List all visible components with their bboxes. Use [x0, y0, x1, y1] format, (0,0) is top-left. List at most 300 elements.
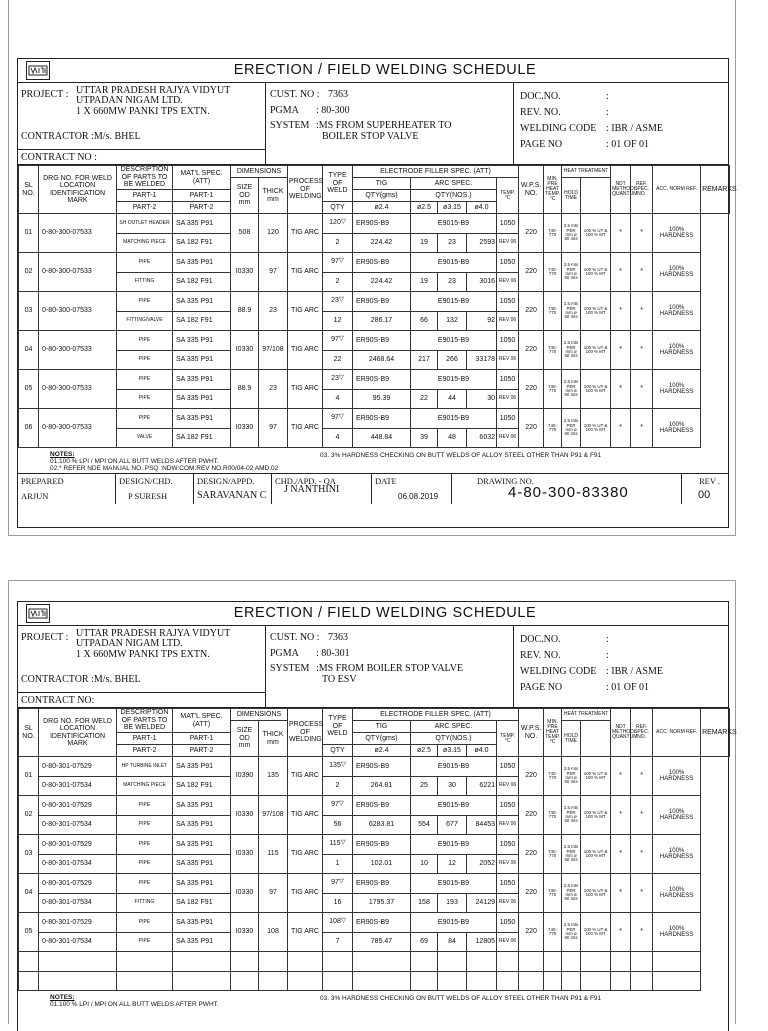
chd-apd: J NANTHINI [284, 484, 340, 495]
desc-part2: VALVE [136, 434, 153, 441]
welding-schedule-table [18, 165, 737, 448]
empty-cell [544, 952, 562, 972]
drg-no: 0-80-301-07529 [42, 918, 92, 926]
sl-no: 01 [24, 772, 33, 780]
qty-cell [323, 311, 353, 331]
welding-code: : IBR / ASME [606, 666, 663, 677]
qty-cell [323, 272, 353, 292]
title-bar [18, 59, 728, 83]
tig-qty: 2468.64 [368, 356, 395, 364]
pgma-value: : 80-300 [316, 105, 350, 116]
cell-text: MIN. PRE HEAT TEMP. [545, 719, 560, 740]
cell-text: PART-1 [132, 191, 157, 199]
heat-temp-cell [519, 253, 544, 292]
process: TIG ARC [290, 346, 319, 354]
arc-qty-25: 39 [420, 434, 428, 442]
prepared-cell [18, 474, 116, 504]
arc-spec: E9015-B9 [437, 336, 470, 344]
wps-no: 1050 [499, 918, 516, 926]
prepared-label: PREPARED [21, 476, 64, 486]
tig-spec: ER90S-B9 [356, 879, 390, 887]
size-od: I0330 [235, 850, 254, 858]
col-heat-treatment [562, 166, 611, 178]
qty-cell [323, 932, 353, 952]
matl-part1-cell [173, 874, 231, 894]
cell-text: W.P.S. NO. [520, 182, 542, 197]
wps-rev-cell [497, 815, 519, 835]
col-dia-25 [411, 202, 438, 214]
matl-part1: SA 335 P91 [176, 840, 213, 848]
desc-part2-cell [117, 776, 173, 796]
thick-cell [259, 913, 288, 952]
qty-cell [323, 350, 353, 370]
qty-cell [323, 893, 353, 913]
col-wps [519, 166, 544, 214]
process: TIG ARC [290, 229, 319, 237]
doc-no-label: DOC.NO. [520, 634, 561, 645]
arc-spec-cell [411, 835, 497, 855]
project-label: PROJECT : [21, 89, 69, 100]
cell-text: HEAT TREATMENT [563, 711, 609, 717]
empty-cell [411, 952, 438, 972]
wps-rev-cell [497, 311, 519, 331]
rev-cell [682, 474, 728, 504]
matl-part1: SA 335 P91 [176, 879, 213, 887]
cell-text: PART-1 [189, 191, 214, 199]
tig-spec-cell [353, 835, 411, 855]
treat-temp-cell [544, 331, 562, 370]
col-qty-nos [411, 190, 497, 202]
acc-norm-cell [631, 874, 653, 913]
ndt-quantum: 100 % UT & 100 % MT [583, 266, 608, 276]
pre-heat-temp: 220 [525, 850, 537, 858]
col-part2 [117, 202, 173, 214]
col-desc [117, 709, 173, 733]
qty-cell [323, 428, 353, 448]
sl-cell [19, 253, 39, 292]
treat-temp: 740-770 [548, 809, 557, 819]
matl-part1: SA 335 P91 [176, 414, 213, 422]
remarks-cell [653, 331, 701, 370]
arc-25-cell [411, 350, 438, 370]
date-label: DATE [375, 476, 397, 486]
heat-temp-cell [519, 835, 544, 874]
weld-qty: 4 [335, 434, 340, 442]
size-od: I0330 [235, 346, 254, 354]
ref-spec: * [619, 850, 622, 858]
heat-temp-cell [519, 370, 544, 409]
cell-text: PART-2 [132, 203, 157, 211]
arc-25-cell [411, 272, 438, 292]
desc-part2: PIPE [138, 821, 151, 828]
wps-cell [497, 913, 519, 933]
remarks-cell [653, 253, 701, 292]
drawing-frame [17, 58, 737, 528]
ref-spec: * [619, 424, 622, 432]
process: TIG ARC [290, 772, 319, 780]
process-cell [288, 331, 323, 370]
arc-qty-315: 48 [448, 434, 456, 442]
treat-temp: 740-770 [548, 266, 557, 276]
wps-rev: REV 06 [498, 278, 517, 285]
thick: 97 [269, 268, 277, 276]
wps-no: 1050 [499, 258, 516, 266]
desc-part1: PIPE [138, 336, 151, 343]
sl-cell [19, 796, 39, 835]
ndt-quantum: 100 % UT & 100 % MT [583, 305, 608, 315]
desc-part2: FITTING [134, 899, 155, 906]
desc-part1-cell [117, 370, 173, 390]
tig-qty-cell [353, 311, 411, 331]
weld-type: 135 [329, 762, 341, 770]
matl-part2-cell [173, 389, 231, 409]
desc-part1-cell [117, 835, 173, 855]
matl-part2: SA 335 P91 [176, 938, 213, 946]
type-cell [323, 913, 353, 933]
col-temp [497, 721, 519, 757]
size-od: 88.9 [237, 307, 252, 315]
tig-qty: 224.42 [370, 239, 393, 247]
empty-cell [438, 952, 467, 972]
note-2: 02.* REFER NDE MANUAL NO. PSQ :NDW:COM:REV NO.R00/04-02 AMD.02 [50, 465, 279, 472]
ndt-quantum: 100 % UT & 100 % MT [583, 887, 608, 897]
ref-spec: * [619, 346, 622, 354]
arc-spec: E9015-B9 [437, 297, 470, 305]
drawing-no: 4-80-300-83380 [508, 484, 629, 501]
weld-symbol-icon: ▽ [338, 800, 344, 808]
cell-text: ø4.0 [474, 203, 489, 211]
cell-text: NDT METHOD/ QUANTUM [612, 181, 638, 197]
thick: 97 [269, 424, 277, 432]
wps-cell [497, 796, 519, 816]
weld-symbol-icon: ▽ [338, 413, 344, 421]
wps-cell [497, 370, 519, 390]
empty-cell [653, 952, 701, 972]
weld-type: 23 [331, 297, 339, 305]
remarks-cell [653, 292, 701, 331]
cell-text: REF. SPEC. NO. [634, 724, 650, 740]
type-cell [323, 409, 353, 429]
tig-qty-cell [353, 389, 411, 409]
acc-norm-cell [631, 409, 653, 448]
process: TIG ARC [290, 424, 319, 432]
ndt-cell [581, 796, 611, 835]
cell-text: ø4.0 [474, 746, 489, 754]
arc-315-cell [438, 350, 467, 370]
arc-40-cell [467, 233, 497, 253]
cell-text: ELECTRODE FILLER SPEC. (ATT) [380, 710, 491, 718]
qty-cell [323, 233, 353, 253]
hold-time: 2.5 mts PER mm ø 60 mts [563, 418, 579, 437]
desc-part2: FITTING [134, 278, 155, 285]
drg-no-cell [39, 370, 117, 409]
arc-25-cell [411, 428, 438, 448]
cell-text: mm [238, 199, 251, 207]
cust-no-label: CUST. NO : [270, 89, 320, 100]
size-od: I0330 [235, 889, 254, 897]
table-row [19, 796, 730, 816]
arc-315-cell [438, 932, 467, 952]
desc-part1: PIPE [138, 258, 151, 265]
col-acc-norm [653, 709, 701, 757]
system-line-2: BOILER STOP VALVE [322, 131, 419, 142]
matl-part1: SA 335 P91 [176, 258, 213, 266]
table-body [19, 214, 730, 448]
tig-qty: 224.42 [370, 278, 393, 286]
hold-cell [562, 757, 581, 796]
heat-temp-cell [519, 409, 544, 448]
process-cell [288, 874, 323, 913]
desc-part1: SH OUTLET HEADER [119, 219, 170, 226]
cell-text: PART-2 [132, 746, 157, 754]
arc-spec: E9015-B9 [437, 840, 470, 848]
cell-text: DRG NO. FOR WELD LOCATION IDENTIFICATION MARK [43, 174, 112, 204]
ref-spec-cell [611, 874, 631, 913]
thick-cell [259, 835, 288, 874]
cell-text: TIG [375, 179, 388, 187]
sl-no: 02 [24, 268, 33, 276]
cell-text: NDT METHOD/ QUANTUM [612, 724, 638, 740]
empty-cell [467, 952, 497, 972]
heat-temp-cell [519, 874, 544, 913]
sl-no: 03 [24, 307, 33, 315]
type-cell [323, 292, 353, 312]
col-hold [562, 721, 581, 757]
col-tig [353, 721, 411, 733]
arc-spec-cell [411, 370, 497, 390]
ndt-cell [581, 253, 611, 292]
tig-spec-cell [353, 331, 411, 351]
matl-part2: SA 182 F91 [176, 899, 213, 907]
weld-type: 97 [331, 258, 339, 266]
contract-no: CONTRACT NO : [18, 149, 266, 165]
notes-title: NOTES: [50, 451, 75, 458]
acc-norm: * [640, 928, 643, 936]
col-min-pre [544, 709, 562, 757]
acc-norm: * [640, 850, 643, 858]
thick-cell [259, 370, 288, 409]
cell-text: ACC. NORM REF. [656, 729, 697, 735]
arc-qty-40: 30 [487, 395, 495, 403]
drg-no-cell [39, 776, 117, 796]
tig-qty-cell [353, 815, 411, 835]
drg-no-cell [39, 854, 117, 874]
remarks: 100% HARDNESS [659, 383, 694, 395]
acc-norm-cell [631, 292, 653, 331]
hold-time: 2.5 mts PER mm ø 60 mts [563, 883, 579, 902]
drg-no-cell [39, 331, 117, 370]
hold-cell [562, 796, 581, 835]
hold-cell [562, 370, 581, 409]
col-min-pre [544, 166, 562, 214]
desc-part2-cell [117, 272, 173, 292]
col-matl [173, 709, 231, 733]
sl-no: 02 [24, 811, 33, 819]
thick: 23 [269, 307, 277, 315]
cell-text: SIZE OD [236, 184, 253, 199]
matl-part1: SA 335 P91 [176, 297, 213, 305]
table-row [19, 253, 730, 273]
arc-qty-40: 2052 [479, 860, 495, 868]
empty-cell [438, 971, 467, 991]
cell-text: TEMP. [500, 732, 515, 739]
drg-no-cell [39, 292, 117, 331]
cust-no-label: CUST. NO : [270, 632, 320, 643]
empty-cell [497, 971, 519, 991]
desc-part1-cell [117, 214, 173, 234]
cell-text: QTY [330, 203, 345, 211]
col-ref-spec [631, 166, 653, 214]
table-row [19, 292, 730, 312]
wps-no: 1050 [499, 840, 516, 848]
col-dia-40 [467, 745, 497, 757]
col-sl [19, 709, 39, 757]
arc-spec: E9015-B9 [437, 258, 470, 266]
treat-temp: 740-770 [548, 344, 557, 354]
size-cell [231, 370, 259, 409]
tig-spec: ER90S-B9 [356, 219, 390, 227]
treat-temp-cell [544, 253, 562, 292]
process-cell [288, 796, 323, 835]
empty-cell [259, 971, 288, 991]
arc-spec-cell [411, 409, 497, 429]
ref-spec-cell [611, 214, 631, 253]
ndt-cell [581, 913, 611, 952]
table-header [19, 709, 737, 757]
cust-no: 7363 [328, 89, 348, 100]
col-part1 [173, 733, 231, 745]
thick-cell [259, 874, 288, 913]
wps-rev-cell [497, 776, 519, 796]
wps-no: 1050 [499, 375, 516, 383]
cell-text: ø3.15 [443, 203, 461, 211]
arc-40-cell [467, 776, 497, 796]
ndt-cell [581, 874, 611, 913]
tig-spec: ER90S-B9 [356, 801, 390, 809]
wps-rev-cell [497, 932, 519, 952]
system-line-1: :MS FROM BOILER STOP VALVE [316, 663, 464, 674]
thick-cell [259, 757, 288, 796]
heat-temp-cell [519, 331, 544, 370]
page-no: : 01 OF 01 [606, 682, 650, 693]
wps-cell [497, 409, 519, 429]
cell-text: ø2.4 [374, 746, 389, 754]
wps-cell [497, 331, 519, 351]
col-dia-24 [353, 745, 411, 757]
weld-symbol-icon: ▽ [338, 296, 344, 304]
weld-qty: 56 [333, 821, 342, 829]
wps-rev: REV 06 [498, 239, 517, 246]
wps-cell [497, 835, 519, 855]
col-electrode [353, 166, 519, 178]
notes-title: NOTES: [50, 994, 75, 1001]
desc-part2-cell [117, 389, 173, 409]
heat-temp-cell [519, 913, 544, 952]
empty-cell [653, 971, 701, 991]
ref-spec-cell [611, 292, 631, 331]
thick-cell [259, 331, 288, 370]
matl-part2-cell [173, 932, 231, 952]
matl-part2-cell [173, 428, 231, 448]
tig-spec-cell [353, 874, 411, 894]
title-bar [18, 602, 728, 626]
thick: 108 [267, 928, 279, 936]
thick-cell [259, 292, 288, 331]
arc-spec: E9015-B9 [437, 801, 470, 809]
col-part1 [117, 190, 173, 202]
arc-qty-40: 92 [487, 317, 495, 325]
arc-40-cell [467, 272, 497, 292]
project-line-2: UTPADAN NIGAM LTD. [76, 95, 183, 106]
empty-cell [631, 952, 653, 972]
col-dia-40 [467, 202, 497, 214]
tig-qty-cell [353, 893, 411, 913]
tig-spec-cell [353, 370, 411, 390]
document-title: ERECTION / FIELD WELDING SCHEDULE [233, 605, 537, 621]
col-ref-spec [631, 709, 653, 757]
desc-part2-cell [117, 428, 173, 448]
rev-no: : [606, 107, 609, 118]
wps-rev: REV 06 [498, 317, 517, 324]
header-block [18, 83, 728, 165]
rev: 00 [698, 489, 711, 501]
treat-temp: 740-770 [548, 926, 557, 936]
pre-heat-temp: 220 [525, 424, 537, 432]
tig-qty: 286.17 [370, 317, 393, 325]
hold-time: 2.5 mts PER mm ø 60 mts [563, 379, 579, 398]
drg-no: 0-80-300-07533 [42, 307, 92, 315]
matl-part1: SA 335 P91 [176, 918, 213, 926]
treat-temp: 740-770 [548, 770, 557, 780]
col-ndt [611, 709, 638, 757]
ref-spec-cell [611, 331, 631, 370]
thick: 97/108 [262, 811, 284, 819]
empty-cell [519, 971, 544, 991]
cell-text: °C [549, 739, 556, 745]
welding-code-label: WELDING CODE [520, 666, 597, 677]
arc-315-cell [438, 311, 467, 331]
matl-part1: SA 335 P91 [176, 762, 213, 770]
arc-25-cell [411, 893, 438, 913]
drg-no: 0-80-301-07534 [42, 821, 92, 829]
desc-part1-cell [117, 253, 173, 273]
weld-type: 23 [331, 375, 339, 383]
ndt-quantum: 100 % UT & 100 % MT [583, 227, 608, 237]
wps-rev-cell [497, 893, 519, 913]
size-od: I0330 [235, 424, 254, 432]
hold-cell [562, 331, 581, 370]
col-part1 [117, 733, 173, 745]
qty-cell [323, 854, 353, 874]
sl-cell [19, 835, 39, 874]
project-line-2: UTPADAN NIGAM LTD. [76, 638, 183, 649]
drg-no: 0-80-301-07534 [42, 899, 92, 907]
sl-cell [19, 913, 39, 952]
acc-norm-cell [631, 913, 653, 952]
tig-spec-cell [353, 253, 411, 273]
process-cell [288, 913, 323, 952]
arc-qty-25: 554 [418, 821, 430, 829]
ndt-cell [581, 331, 611, 370]
arc-25-cell [411, 389, 438, 409]
drg-no: 0-80-300-07533 [42, 346, 92, 354]
cell-text: MAT'L SPEC. (ATT) [180, 170, 223, 185]
matl-part1-cell [173, 370, 231, 390]
arc-qty-40: 33178 [475, 356, 495, 364]
hold-time: 2.5 mts PER mm ø 60 mts [563, 922, 579, 941]
wps-rev-cell [497, 428, 519, 448]
arc-qty-40: 84453 [475, 821, 495, 829]
